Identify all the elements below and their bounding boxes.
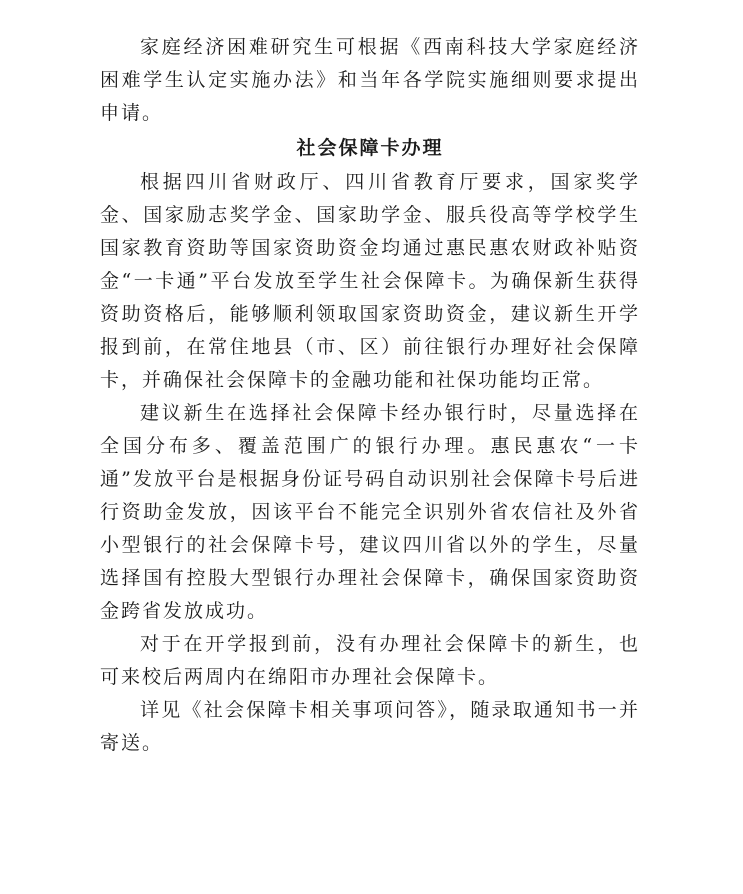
paragraph-late-application: 对于在开学报到前，没有办理社会保障卡的新生，也可来校后两周内在绵阳市办理社会保障卡。: [100, 633, 640, 688]
section-title: 社会保障卡办理: [296, 137, 444, 159]
paragraph-reference: 详见《社会保障卡相关事项问答》，随录取通知书一并寄送。: [100, 699, 640, 754]
document-body: [100, 31, 640, 760]
paragraph-bank-selection: 建议新生在选择社会保障卡经办银行时，尽量选择在全国分布多、覆盖范围广的银行办理。惠民惠农“一卡通”发放平台是根据身份证号码自动识别社会保障卡号后进行资助金发放，因该平台不能完全识别外省农信社及外省小型银行的社会保障卡号，建议四川省以外的学生，尽量选择国有控股大型银行办理社会保障卡，确保国家资助资金跨省发放成功。: [100, 402, 640, 622]
intro-paragraph: 家庭经济困难研究生可根据《西南科技大学家庭经济困难学生认定实施办法》和当年各学院实施细则要求提出申请。: [100, 36, 640, 124]
paragraph-funding-channel: 根据四川省财政厅、四川省教育厅要求，国家奖学金、国家励志奖学金、国家助学金、服兵役高等学校学生国家教育资助等国家资助资金均通过惠民惠农财政补贴资金“一卡通”平台发放至学生社会保障卡。为确保新生获得资助资格后，能够顺利领取国家资助资金，建议新生开学报到前，在常住地县（市、区）前往银行办理好社会保障卡，并确保社会保障卡的金融功能和社保功能均正常。: [100, 171, 640, 391]
